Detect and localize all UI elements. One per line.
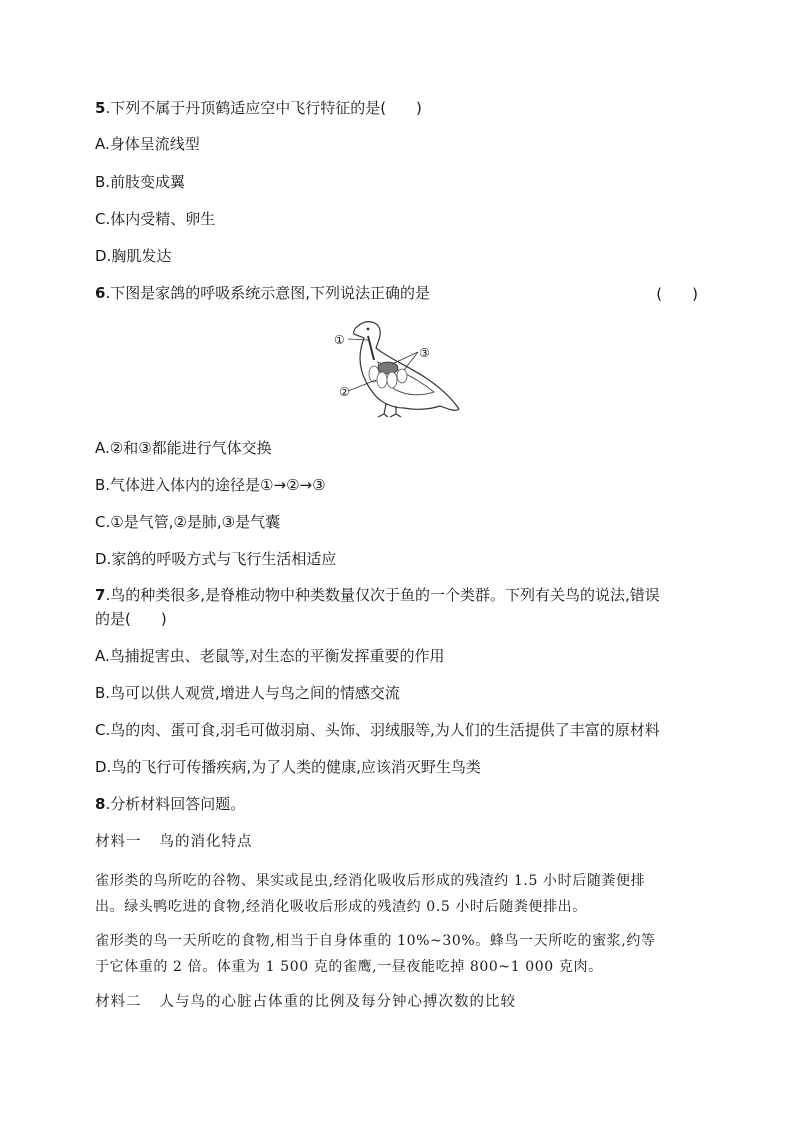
- q5-number: 5: [95, 99, 106, 117]
- q6-option-a: A.②和③都能进行气体交换: [95, 439, 272, 457]
- q7-stem-text-1: .鸟的种类很多,是脊椎动物中种类数量仅次于鱼的一个类群。下列有关鸟的说法,错误: [105, 586, 660, 604]
- q5-option-d: D.胸肌发达: [95, 247, 172, 265]
- pigeon-eye: [367, 328, 370, 331]
- material1-paragraph-2: [95, 928, 715, 980]
- q6-stem: [95, 282, 430, 304]
- q7-number: 7: [95, 586, 106, 604]
- figure-label-1: ①: [334, 333, 345, 347]
- q5-stem: [95, 97, 422, 119]
- q6-number: 6: [95, 284, 106, 302]
- q6-option-c: C.①是气管,②是肺,③是气囊: [95, 513, 281, 531]
- q6-stem-text: .下图是家鸽的呼吸系统示意图,下列说法正确的是: [105, 284, 430, 302]
- material1-p2-line1: 雀形类的鸟一天所吃的食物,相当于自身体重的 10%~30%。蜂鸟一天所吃的蜜浆,约等: [95, 933, 656, 949]
- figure-label-3: ③: [419, 346, 430, 360]
- q7-option-a: A.鸟捕捉害虫、老鼠等,对生态的平衡发挥重要的作用: [95, 647, 445, 665]
- material1-paragraph-1: [95, 868, 715, 920]
- q6-option-b: B.气体进入体内的途径是①→②→③: [95, 476, 326, 494]
- material1-label: 材料一: [95, 834, 142, 850]
- material1-p1-line2: 出。绿头鸭吃进的食物,经消化吸收后形成的残渣约 0.5 小时后随粪便排出。: [95, 899, 587, 915]
- q7-stem-line2: [95, 608, 167, 630]
- material2-label: 材料二: [95, 994, 142, 1010]
- q5-option-a: A.身体呈流线型: [95, 135, 200, 153]
- q7-option-b: B.鸟可以供人观赏,增进人与鸟之间的情感交流: [95, 684, 400, 702]
- air-sac-4: [397, 369, 407, 383]
- material2-title: 人与鸟的心脏占体重的比例及每分钟心搏次数的比较: [159, 994, 516, 1010]
- q7-option-d: D.鸟的飞行可传播疾病,为了人类的健康,应该消灭野生鸟类: [95, 758, 481, 776]
- q7-stem-prefix: 的: [95, 610, 111, 628]
- material1-p1-line1: 雀形类的鸟所吃的谷物、果实或昆虫,经消化吸收后形成的残渣约 1.5 小时后随粪便排: [95, 873, 646, 889]
- q6-answer-paren: ( ): [656, 285, 698, 303]
- air-sac-3: [387, 372, 397, 388]
- figure-label-2: ②: [339, 385, 350, 399]
- material2-heading: [95, 991, 516, 1013]
- material1-heading: [95, 831, 253, 853]
- q5-option-b: B.前肢变成翼: [95, 173, 186, 191]
- q5-stem-text: .下列不属于丹顶鹤适应空中飞行特征的是( ): [105, 99, 422, 117]
- material1-p2-line2: 于它体重的 2 倍。体重为 1 500 克的雀鹰,一昼夜能吃掉 800~1 000 克肉。: [95, 959, 603, 975]
- material1-title: 鸟的消化特点: [159, 834, 253, 850]
- q7-stem-text-2: 是( ): [110, 610, 167, 628]
- pigeon-respiratory-figure: [330, 318, 465, 420]
- q8-stem-text: .分析材料回答问题。: [105, 795, 246, 813]
- q5-option-c: C.体内受精、卵生: [95, 210, 216, 228]
- q7-option-c: C.鸟的肉、蛋可食,羽毛可做羽扇、头饰、羽绒服等,为人们的生活提供了丰富的原材料: [95, 721, 660, 739]
- q8-stem: [95, 793, 245, 815]
- q7-stem-line1: [95, 584, 660, 606]
- pigeon-outline: [354, 322, 459, 410]
- air-sac-2: [377, 372, 387, 388]
- q6-option-d: D.家鸽的呼吸方式与飞行生活相适应: [95, 550, 337, 568]
- q8-number: 8: [95, 795, 106, 813]
